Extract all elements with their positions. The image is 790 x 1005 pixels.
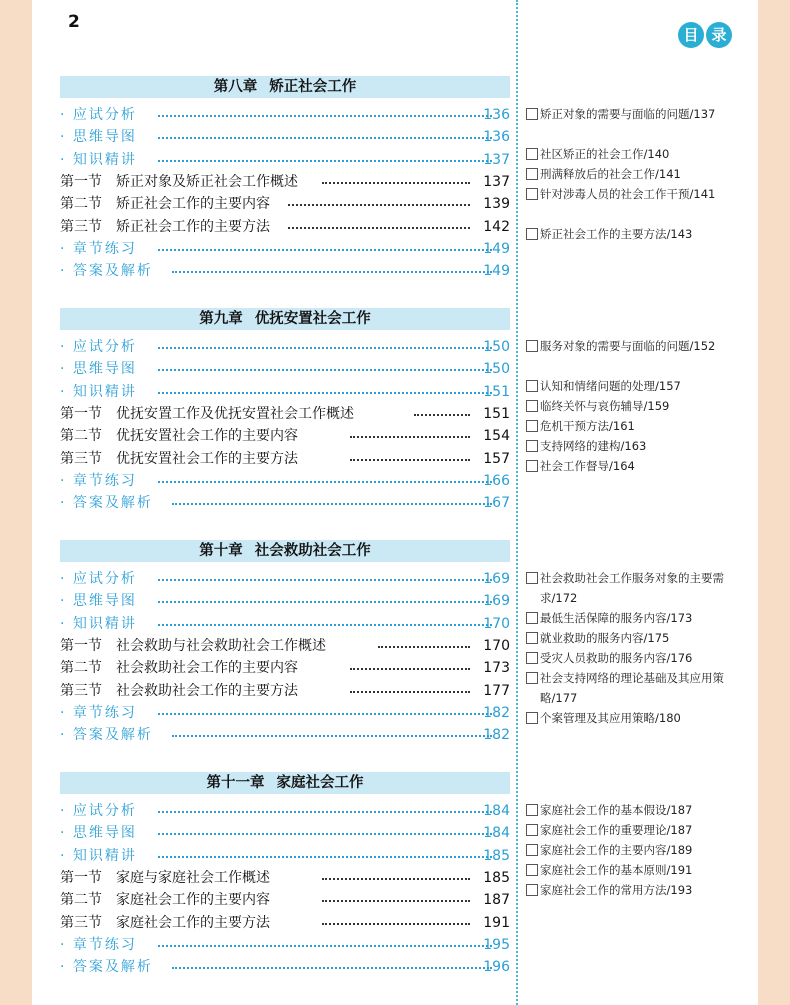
knowledge-point-text: 认知和情绪问题的处理/157 <box>540 379 681 393</box>
entry-page-number: 182 <box>483 704 510 721</box>
dot-leader <box>158 481 492 483</box>
toc-subentry[interactable] <box>60 934 510 956</box>
knowledge-point <box>526 376 736 396</box>
entry-page-number: 151 <box>483 405 510 422</box>
entry-page-number: 151 <box>483 383 510 400</box>
entry-label: · 应试分析 <box>60 107 137 123</box>
toc-section-entry[interactable] <box>60 889 510 911</box>
entry-label: · 应试分析 <box>60 339 137 355</box>
entry-label: 第二节 家庭社会工作的主要内容 <box>60 892 270 909</box>
knowledge-point-text: 临终关怀与哀伤辅导/159 <box>540 399 670 413</box>
checkbox-icon[interactable] <box>526 440 538 452</box>
knowledge-point <box>526 336 736 356</box>
entry-label: 第二节 优抚安置社会工作的主要内容 <box>60 428 298 445</box>
entry-page-number: 142 <box>483 218 510 235</box>
entry-page-number: 191 <box>483 914 510 931</box>
entry-label: 第二节 社会救助社会工作的主要内容 <box>60 660 298 677</box>
entry-page-number: 137 <box>483 151 510 168</box>
toc-subentry[interactable] <box>60 613 510 635</box>
entry-label: · 应试分析 <box>60 571 137 587</box>
entry-page-number: 136 <box>483 107 510 123</box>
knowledge-point-text: 矫正对象的需要与面临的问题/137 <box>540 107 716 121</box>
dot-leader <box>350 691 470 693</box>
entry-page-number: 136 <box>483 129 510 146</box>
entry-label: · 知识精讲 <box>60 847 137 864</box>
knowledge-point-text: 就业救助的服务内容/175 <box>540 631 670 645</box>
entry-page-number: 185 <box>483 847 510 864</box>
dot-leader <box>158 601 492 603</box>
checkbox-icon[interactable] <box>526 864 538 876</box>
chapter-heading <box>60 308 510 330</box>
toc-section-entry[interactable] <box>60 171 510 193</box>
entry-page-number: 170 <box>483 637 510 654</box>
entry-page-number: 137 <box>483 173 510 190</box>
toc-section-entry[interactable] <box>60 216 510 238</box>
dot-leader <box>158 713 492 715</box>
knowledge-point-text: 支持网络的建构/163 <box>540 439 647 453</box>
toc-subentry[interactable] <box>60 381 510 403</box>
entry-page-number: 150 <box>483 361 510 378</box>
knowledge-point <box>526 860 736 880</box>
dot-leader <box>378 646 470 648</box>
toc-subentry[interactable] <box>60 358 510 380</box>
toc-subentry[interactable] <box>60 104 510 126</box>
knowledge-point <box>526 436 736 456</box>
checkbox-icon[interactable] <box>526 844 538 856</box>
entry-label: · 章节练习 <box>60 472 137 489</box>
dot-leader <box>158 624 492 626</box>
dot-leader <box>158 833 492 835</box>
entry-label: 第一节 矫正对象及矫正社会工作概述 <box>60 173 298 190</box>
entry-page-number: 185 <box>483 869 510 886</box>
entry-page-number: 154 <box>483 428 510 445</box>
toc-subentry[interactable] <box>60 724 510 746</box>
chapter-title: 社会救助社会工作 <box>254 543 371 559</box>
knowledge-point-text: 家庭社会工作的重要理论/187 <box>540 823 693 837</box>
knowledge-point-text: 家庭社会工作的主要内容/189 <box>540 843 693 857</box>
entry-label: 第三节 优抚安置社会工作的主要方法 <box>60 450 298 467</box>
knowledge-point-text: 最低生活保障的服务内容/173 <box>540 611 693 625</box>
knowledge-point-text: 社会工作督导/164 <box>540 459 635 473</box>
checkbox-icon[interactable] <box>526 420 538 432</box>
toc-subentry[interactable] <box>60 800 510 822</box>
dot-leader <box>414 414 470 416</box>
entry-page-number: 139 <box>483 196 510 213</box>
entry-label: · 思维导图 <box>60 361 137 378</box>
knowledge-point <box>526 668 736 708</box>
checkbox-icon[interactable] <box>526 148 538 160</box>
entry-label: · 答案及解析 <box>60 959 153 976</box>
toc-section-entry[interactable] <box>60 193 510 215</box>
knowledge-point-text: 刑满释放后的社会工作/141 <box>540 167 681 181</box>
checkbox-icon[interactable] <box>526 400 538 412</box>
entry-page-number: 177 <box>483 682 510 699</box>
toc-subentry[interactable] <box>60 956 510 978</box>
toc-subentry[interactable] <box>60 568 510 590</box>
toc-subentry[interactable] <box>60 470 510 492</box>
checkbox-icon[interactable] <box>526 228 538 240</box>
toc-subentry[interactable] <box>60 492 510 514</box>
checkbox-icon[interactable] <box>526 672 538 684</box>
entry-label: · 章节练习 <box>60 704 137 721</box>
checkbox-icon[interactable] <box>526 380 538 392</box>
knowledge-point-text: 个案管理及其应用策略/180 <box>540 711 681 725</box>
dot-leader <box>172 735 492 737</box>
entry-label: 第一节 社会救助与社会救助社会工作概述 <box>60 637 326 654</box>
knowledge-point <box>526 144 736 164</box>
entry-label: · 思维导图 <box>60 825 137 842</box>
entry-label: · 答案及解析 <box>60 263 153 280</box>
entry-label: · 章节练习 <box>60 936 137 953</box>
knowledge-point <box>526 456 736 476</box>
knowledge-point-text: 家庭社会工作的常用方法/193 <box>540 883 693 897</box>
dot-leader <box>322 923 470 925</box>
entry-page-number: 184 <box>483 825 510 842</box>
knowledge-point-text: 受灾人员救助的服务内容/176 <box>540 651 693 665</box>
checkbox-icon[interactable] <box>526 572 538 584</box>
toc-subentry[interactable] <box>60 336 510 358</box>
entry-page-number: 166 <box>483 472 510 489</box>
entry-label: 第一节 优抚安置工作及优抚安置社会工作概述 <box>60 405 354 422</box>
entry-page-number: 187 <box>483 892 510 909</box>
toc-subentry[interactable] <box>60 238 510 260</box>
entry-label: · 知识精讲 <box>60 615 137 632</box>
knowledge-point-text: 危机干预方法/161 <box>540 419 635 433</box>
knowledge-point <box>526 820 736 840</box>
knowledge-point-text: 家庭社会工作的基本假设/187 <box>540 803 693 817</box>
checkbox-icon[interactable] <box>526 612 538 624</box>
dot-leader <box>288 227 470 229</box>
knowledge-point <box>526 800 736 820</box>
dot-leader <box>158 115 492 117</box>
checkbox-icon[interactable] <box>526 168 538 180</box>
entry-label: 第一节 家庭与家庭社会工作概述 <box>60 869 270 886</box>
knowledge-point <box>526 708 736 728</box>
dot-leader <box>350 668 470 670</box>
badge-char-2: 录 <box>706 22 732 48</box>
knowledge-point <box>526 416 736 436</box>
knowledge-point <box>526 224 736 244</box>
entry-page-number: 182 <box>483 727 510 744</box>
dot-leader <box>172 271 492 273</box>
entry-label: 第三节 矫正社会工作的主要方法 <box>60 218 270 235</box>
knowledge-point-text: 针对涉毒人员的社会工作干预/141 <box>540 187 716 201</box>
dot-leader <box>172 503 492 505</box>
dot-leader <box>172 967 492 969</box>
dot-leader <box>158 369 492 371</box>
badge-char-1: 目 <box>678 22 704 48</box>
entry-label: · 思维导图 <box>60 593 137 610</box>
chapter-number: 第十章 <box>199 543 243 559</box>
knowledge-point-text: 社会支持网络的理论基础及其应用策略/177 <box>540 671 724 705</box>
toc-subentry[interactable] <box>60 149 510 171</box>
toc-section-entry[interactable] <box>60 448 510 470</box>
knowledge-point <box>526 396 736 416</box>
toc-page <box>32 0 758 1005</box>
dot-leader <box>158 392 492 394</box>
column-divider <box>516 0 518 1005</box>
toc-subentry[interactable] <box>60 126 510 148</box>
dot-leader <box>158 811 492 813</box>
knowledge-point-text: 家庭社会工作的基本原则/191 <box>540 863 693 877</box>
toc-section-entry[interactable] <box>60 657 510 679</box>
toc-subentry[interactable] <box>60 590 510 612</box>
dot-leader <box>322 900 470 902</box>
checkbox-icon[interactable] <box>526 188 538 200</box>
checkbox-icon[interactable] <box>526 632 538 644</box>
knowledge-point-text: 矫正社会工作的主要方法/143 <box>540 227 693 241</box>
checkbox-icon[interactable] <box>526 884 538 896</box>
knowledge-point <box>526 648 736 668</box>
dot-leader <box>350 436 470 438</box>
toc-section-entry[interactable] <box>60 680 510 702</box>
checkbox-icon[interactable] <box>526 652 538 664</box>
toc-subentry[interactable] <box>60 845 510 867</box>
dot-leader <box>158 160 492 162</box>
entry-label: · 答案及解析 <box>60 495 153 512</box>
chapter-number: 第九章 <box>199 311 243 327</box>
dot-leader <box>158 347 492 349</box>
chapter-title: 优抚安置社会工作 <box>254 311 371 327</box>
toc-section-entry[interactable] <box>60 403 510 425</box>
entry-label: · 思维导图 <box>60 129 137 146</box>
chapter-title: 家庭社会工作 <box>276 775 364 791</box>
knowledge-point-text: 社区矫正的社会工作/140 <box>540 147 670 161</box>
entry-page-number: 184 <box>483 803 510 819</box>
entry-label: 第三节 社会救助社会工作的主要方法 <box>60 682 298 699</box>
dot-leader <box>158 856 492 858</box>
knowledge-point <box>526 184 736 204</box>
entry-page-number: 169 <box>483 593 510 610</box>
checkbox-icon[interactable] <box>526 460 538 472</box>
entry-label: · 答案及解析 <box>60 727 153 744</box>
knowledge-point <box>526 628 736 648</box>
knowledge-point <box>526 608 736 628</box>
knowledge-point <box>526 568 736 608</box>
page-number: 2 <box>68 12 80 32</box>
toc-subentry[interactable] <box>60 822 510 844</box>
entry-label: · 知识精讲 <box>60 383 137 400</box>
checkbox-icon[interactable] <box>526 108 538 120</box>
chapter-heading <box>60 772 510 794</box>
chapter-number: 第十一章 <box>206 775 265 791</box>
knowledge-point <box>526 164 736 184</box>
toc-section-entry[interactable] <box>60 867 510 889</box>
entry-page-number: 149 <box>483 240 510 257</box>
checkbox-icon[interactable] <box>526 340 538 352</box>
entry-page-number: 196 <box>483 959 510 976</box>
toc-section-entry[interactable] <box>60 912 510 934</box>
chapter-number: 第八章 <box>213 79 258 95</box>
toc-section-entry[interactable] <box>60 635 510 657</box>
dot-leader <box>158 579 492 581</box>
dot-leader <box>158 945 492 947</box>
knowledge-point-text: 服务对象的需要与面临的问题/152 <box>540 339 716 353</box>
checkbox-icon[interactable] <box>526 804 538 816</box>
dot-leader <box>158 249 492 251</box>
toc-section-entry[interactable] <box>60 425 510 447</box>
chapter-heading <box>60 540 510 562</box>
toc-subentry[interactable] <box>60 260 510 282</box>
dot-leader <box>158 137 492 139</box>
entry-page-number: 167 <box>483 495 510 512</box>
checkbox-icon[interactable] <box>526 824 538 836</box>
entry-label: 第三节 家庭社会工作的主要方法 <box>60 914 270 931</box>
toc-subentry[interactable] <box>60 702 510 724</box>
entry-page-number: 170 <box>483 615 510 632</box>
entry-page-number: 195 <box>483 936 510 953</box>
checkbox-icon[interactable] <box>526 712 538 724</box>
entry-page-number: 173 <box>483 660 510 677</box>
chapter-title: 矫正社会工作 <box>269 79 357 95</box>
entry-label: · 章节练习 <box>60 240 137 257</box>
knowledge-point <box>526 880 736 900</box>
entry-page-number: 169 <box>483 571 510 587</box>
entry-page-number: 149 <box>483 263 510 280</box>
entry-page-number: 150 <box>483 339 510 355</box>
knowledge-point-text: 社会救助社会工作服务对象的主要需求/172 <box>540 571 724 605</box>
entry-label: · 应试分析 <box>60 803 137 819</box>
dot-leader <box>322 182 470 184</box>
dot-leader <box>350 459 470 461</box>
knowledge-point <box>526 840 736 860</box>
entry-label: 第二节 矫正社会工作的主要内容 <box>60 196 270 213</box>
knowledge-point <box>526 104 736 124</box>
chapter-heading <box>60 76 510 98</box>
entry-page-number: 157 <box>483 450 510 467</box>
dot-leader <box>322 878 470 880</box>
entry-label: · 知识精讲 <box>60 151 137 168</box>
dot-leader <box>288 204 470 206</box>
